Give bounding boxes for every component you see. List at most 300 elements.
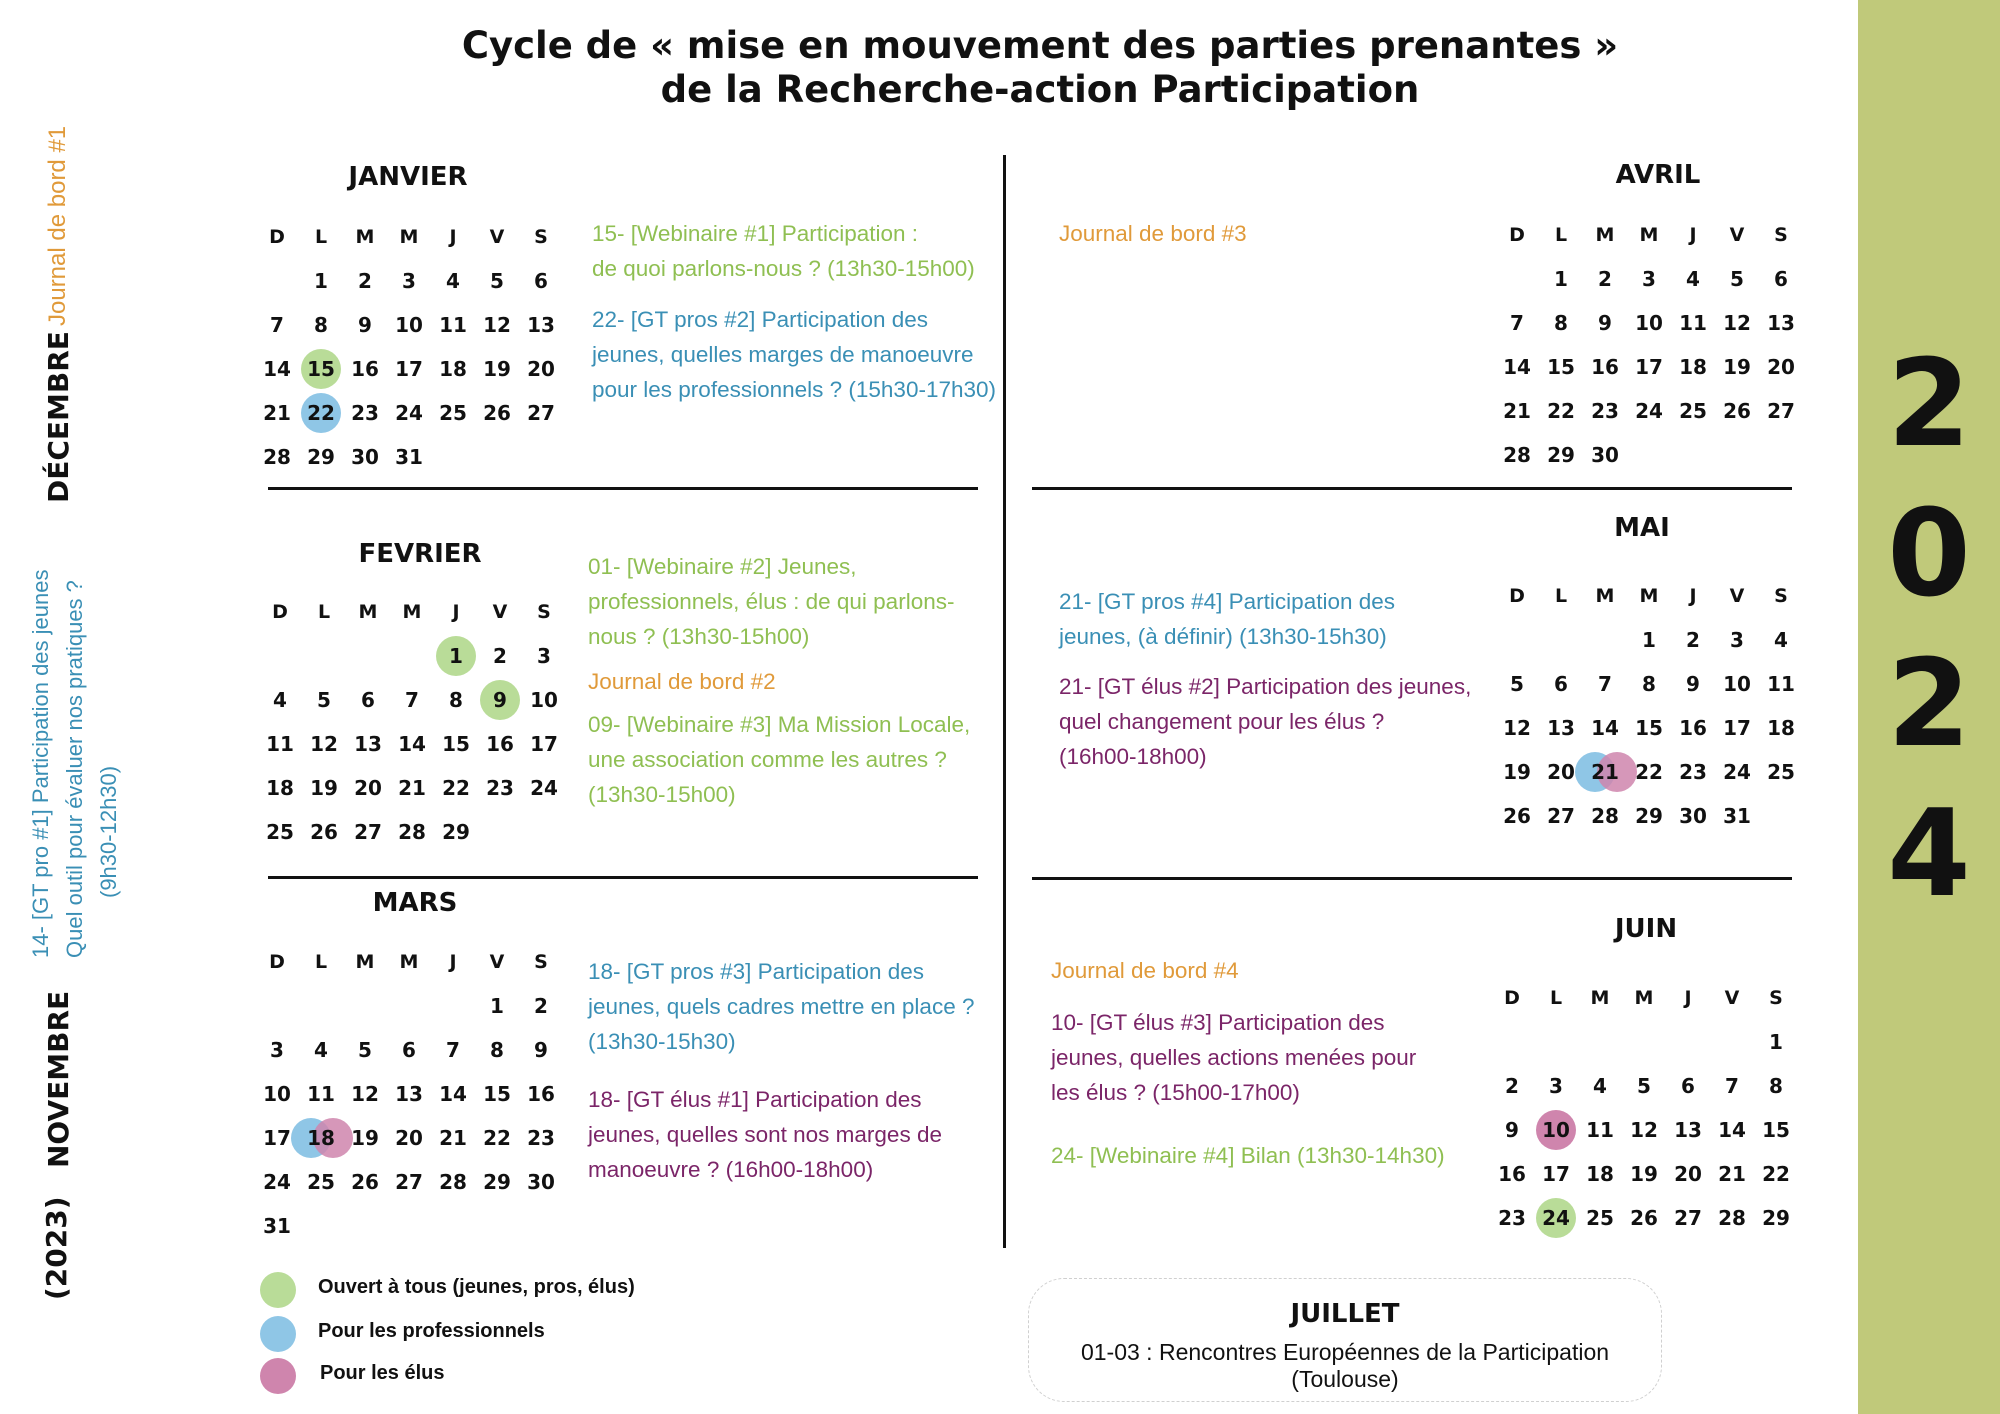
day-number: 3 xyxy=(1730,628,1744,652)
day-number: 16 xyxy=(1498,1162,1526,1186)
week-row xyxy=(255,435,563,479)
weekday-header-row xyxy=(258,590,566,634)
event-line: quel changement pour les élus ? xyxy=(1059,709,1385,734)
day-cell xyxy=(302,688,346,712)
day-number: 6 xyxy=(1774,267,1788,291)
weekday-label: M xyxy=(358,601,378,623)
day-cell xyxy=(1578,1074,1622,1098)
weekday-label: L xyxy=(1549,987,1563,1009)
day-number: 13 xyxy=(1674,1118,1702,1142)
event-webinaire-3 xyxy=(588,707,970,812)
weekday-header xyxy=(1715,224,1759,246)
day-number: 31 xyxy=(263,1214,291,1238)
week-row xyxy=(1495,433,1803,477)
weekday-header-row xyxy=(1490,976,1798,1020)
day-cell xyxy=(387,401,431,425)
day-number: 14 xyxy=(439,1082,467,1106)
day-cell xyxy=(1627,311,1671,335)
calendar-mai xyxy=(1495,574,1803,838)
weekday-header xyxy=(1671,224,1715,246)
day-cell xyxy=(1539,355,1583,379)
day-cell xyxy=(478,644,522,668)
weekday-label: D xyxy=(269,226,285,248)
day-number: 2 xyxy=(1598,267,1612,291)
day-cell xyxy=(475,1126,519,1150)
weekday-header xyxy=(1666,987,1710,1009)
event-line: 21- [GT élus #2] Participation des jeunes, xyxy=(1059,674,1472,699)
title-line-2: de la Recherche-action Participation xyxy=(660,68,1420,111)
day-cell xyxy=(1715,628,1759,652)
weekday-label: V xyxy=(489,951,505,973)
event-line: jeunes, quelles actions menées pour xyxy=(1051,1045,1417,1070)
day-number: 20 xyxy=(354,776,382,800)
day-number: 11 xyxy=(1586,1118,1614,1142)
day-number: 13 xyxy=(1547,716,1575,740)
day-cell xyxy=(1759,716,1803,740)
day-cell xyxy=(1627,716,1671,740)
day-number: 3 xyxy=(1549,1074,1563,1098)
day-number: 11 xyxy=(266,732,294,756)
weekday-label: S xyxy=(1774,224,1788,246)
weekday-header xyxy=(343,226,387,248)
day-cell xyxy=(258,820,302,844)
weekday-header xyxy=(475,951,519,973)
day-number: 21 xyxy=(1503,399,1531,423)
day-number: 6 xyxy=(402,1038,416,1062)
weekday-header-row xyxy=(255,215,563,259)
event-line: 22- [GT pros #2] Participation des xyxy=(592,307,929,332)
day-cell xyxy=(387,1126,431,1150)
day-cell xyxy=(299,1082,343,1106)
day-cell xyxy=(1627,267,1671,291)
week-row xyxy=(258,634,566,678)
day-number: 25 xyxy=(1679,399,1707,423)
day-cell xyxy=(519,357,563,381)
weekday-header xyxy=(1754,987,1798,1009)
juillet-text: 01-03 : Rencontres Européennes de la Participation (Toulouse) xyxy=(1080,1339,1610,1392)
week-row xyxy=(258,810,566,854)
day-number: 7 xyxy=(405,688,419,712)
week-row xyxy=(255,391,563,435)
weekday-label: L xyxy=(1554,585,1568,607)
day-number: 28 xyxy=(1503,443,1531,467)
weekday-label: J xyxy=(1689,224,1697,246)
day-cell xyxy=(255,1038,299,1062)
day-number: 2 xyxy=(1505,1074,1519,1098)
day-number: 12 xyxy=(1503,716,1531,740)
event-line: manoeuvre ? (16h00-18h00) xyxy=(588,1157,874,1182)
day-cell xyxy=(1578,1162,1622,1186)
day-number: 3 xyxy=(1642,267,1656,291)
weekday-header xyxy=(1583,585,1627,607)
weekday-label: S xyxy=(537,601,551,623)
day-cell xyxy=(302,776,346,800)
weekday-header xyxy=(390,601,434,623)
day-number: 26 xyxy=(483,401,511,425)
day-cell xyxy=(255,401,299,425)
day-number: 26 xyxy=(1723,399,1751,423)
weekday-label: M xyxy=(399,951,419,973)
day-cell xyxy=(1759,267,1803,291)
day-cell xyxy=(255,1170,299,1194)
weekday-header xyxy=(255,226,299,248)
day-cell xyxy=(343,401,387,425)
day-cell xyxy=(346,776,390,800)
day-number: 31 xyxy=(395,445,423,469)
day-cell xyxy=(1583,672,1627,696)
side-decembre: DÉCEMBRE xyxy=(42,331,75,503)
day-cell xyxy=(519,1082,563,1106)
day-number: 20 xyxy=(395,1126,423,1150)
day-cell xyxy=(1666,1206,1710,1230)
week-row xyxy=(258,722,566,766)
day-number: 18 xyxy=(1679,355,1707,379)
day-cell xyxy=(519,269,563,293)
weekday-label: L xyxy=(314,951,328,973)
day-cell xyxy=(1759,628,1803,652)
side-journal-de-bord-1: Journal de bord #1 xyxy=(44,125,71,326)
day-cell xyxy=(390,776,434,800)
week-row xyxy=(1495,794,1803,838)
day-number: 25 xyxy=(1767,760,1795,784)
event-line: jeunes, quels cadres mettre en place ? xyxy=(588,994,975,1019)
day-number: 18 xyxy=(439,357,467,381)
day-cell xyxy=(434,688,478,712)
weekday-header xyxy=(1715,585,1759,607)
calendar-mars xyxy=(255,940,563,1248)
day-number: 4 xyxy=(1593,1074,1607,1098)
day-number: 22 xyxy=(442,776,470,800)
day-number: 21 xyxy=(398,776,426,800)
day-cell xyxy=(299,269,343,293)
day-cell xyxy=(519,401,563,425)
event-line: 09- [Webinaire #3] Ma Mission Locale, xyxy=(588,712,971,737)
day-number: 25 xyxy=(1586,1206,1614,1230)
event-line: les élus ? (15h00-17h00) xyxy=(1051,1080,1300,1105)
year-digit: 2 xyxy=(1887,635,1971,774)
side-gt-pro-1-line3: (9h30-12h30) xyxy=(96,765,121,898)
legend-label-all: Ouvert à tous (jeunes, pros, élus) xyxy=(318,1276,635,1298)
day-cell xyxy=(1539,716,1583,740)
day-cell xyxy=(258,776,302,800)
day-cell xyxy=(258,732,302,756)
day-cell xyxy=(478,688,522,712)
weekday-header xyxy=(1627,585,1671,607)
day-cell xyxy=(1759,760,1803,784)
divider-mai-juin xyxy=(1032,877,1792,880)
day-cell xyxy=(1578,1118,1622,1142)
day-number: 2 xyxy=(493,644,507,668)
day-number: 9 xyxy=(358,313,372,337)
day-number: 17 xyxy=(1542,1162,1570,1186)
day-cell xyxy=(431,313,475,337)
day-cell xyxy=(1583,267,1627,291)
event-line: 10- [GT élus #3] Participation des xyxy=(1051,1010,1385,1035)
day-number: 9 xyxy=(1505,1118,1519,1142)
divider-avr-mai xyxy=(1032,487,1792,490)
legend-dot-pros xyxy=(260,1316,296,1352)
day-cell xyxy=(346,820,390,844)
day-cell xyxy=(387,1082,431,1106)
day-number: 7 xyxy=(1725,1074,1739,1098)
weekday-label: J xyxy=(1684,987,1692,1009)
week-row xyxy=(255,1028,563,1072)
day-number: 10 xyxy=(1723,672,1751,696)
day-cell xyxy=(390,688,434,712)
day-cell xyxy=(1715,716,1759,740)
day-number: 21 xyxy=(1591,760,1619,784)
day-number: 6 xyxy=(1554,672,1568,696)
day-number: 20 xyxy=(1674,1162,1702,1186)
day-number: 10 xyxy=(395,313,423,337)
day-number: 12 xyxy=(1723,311,1751,335)
day-cell xyxy=(1627,760,1671,784)
day-cell xyxy=(255,313,299,337)
day-number: 13 xyxy=(395,1082,423,1106)
day-cell xyxy=(1490,1206,1534,1230)
month-title-janvier: JANVIER xyxy=(348,162,468,192)
day-cell xyxy=(387,1038,431,1062)
side-gt-pro-1-line2: Quel outil pour évaluer nos pratiques ? xyxy=(62,580,87,958)
day-number: 10 xyxy=(263,1082,291,1106)
day-cell xyxy=(1539,443,1583,467)
day-number: 26 xyxy=(351,1170,379,1194)
day-number: 9 xyxy=(1598,311,1612,335)
day-cell xyxy=(1583,311,1627,335)
day-cell xyxy=(1539,672,1583,696)
day-cell xyxy=(1671,760,1715,784)
day-cell xyxy=(1666,1074,1710,1098)
day-cell xyxy=(1490,1074,1534,1098)
day-number: 17 xyxy=(263,1126,291,1150)
day-number: 1 xyxy=(449,644,463,668)
day-number: 21 xyxy=(1718,1162,1746,1186)
weekday-header xyxy=(1539,585,1583,607)
day-number: 19 xyxy=(351,1126,379,1150)
day-number: 21 xyxy=(439,1126,467,1150)
weekday-label: M xyxy=(1595,224,1615,246)
day-cell xyxy=(1495,760,1539,784)
day-cell xyxy=(475,357,519,381)
day-number: 5 xyxy=(317,688,331,712)
day-number: 29 xyxy=(1547,443,1575,467)
juillet-title: JUILLET xyxy=(1290,1299,1400,1329)
day-cell xyxy=(343,313,387,337)
weekday-header xyxy=(387,226,431,248)
day-number: 8 xyxy=(1642,672,1656,696)
day-number: 30 xyxy=(1591,443,1619,467)
day-number: 5 xyxy=(1730,267,1744,291)
day-number: 21 xyxy=(263,401,291,425)
week-row xyxy=(255,1204,563,1248)
weekday-header xyxy=(478,601,522,623)
event-gt-elus-2 xyxy=(1059,669,1471,774)
day-cell xyxy=(346,732,390,756)
weekday-label: S xyxy=(534,951,548,973)
weekday-header xyxy=(1534,987,1578,1009)
day-number: 18 xyxy=(307,1126,335,1150)
weekday-header xyxy=(1583,224,1627,246)
weekday-header xyxy=(1710,987,1754,1009)
day-cell xyxy=(522,688,566,712)
day-cell xyxy=(519,313,563,337)
day-number: 11 xyxy=(307,1082,335,1106)
event-line: 18- [GT élus #1] Participation des xyxy=(588,1087,922,1112)
event-gt-elus-3 xyxy=(1051,1005,1416,1110)
event-line: de quoi parlons-nous ? (13h30-15h00) xyxy=(592,256,975,281)
year-digit: 4 xyxy=(1887,785,1971,924)
event-line: jeunes, quelles sont nos marges de xyxy=(588,1122,942,1147)
side-novembre: NOVEMBRE xyxy=(42,990,75,1168)
day-cell xyxy=(431,1126,475,1150)
day-cell xyxy=(1495,355,1539,379)
day-number: 17 xyxy=(395,357,423,381)
weekday-label: L xyxy=(314,226,328,248)
weekday-header xyxy=(434,601,478,623)
side-gt-pro-1-line1: 14- [GT pro #1] Participation des jeunes xyxy=(28,569,53,958)
month-title-juin: JUIN xyxy=(1614,914,1678,944)
day-cell xyxy=(1710,1162,1754,1186)
day-number: 12 xyxy=(483,313,511,337)
day-cell xyxy=(1495,804,1539,828)
day-number: 29 xyxy=(307,445,335,469)
day-number: 20 xyxy=(1547,760,1575,784)
week-row xyxy=(1495,618,1803,662)
weekday-header xyxy=(299,951,343,973)
day-number: 27 xyxy=(1767,399,1795,423)
day-number: 14 xyxy=(1591,716,1619,740)
weekday-header xyxy=(346,601,390,623)
day-cell xyxy=(1534,1206,1578,1230)
day-number: 15 xyxy=(483,1082,511,1106)
day-number: 5 xyxy=(1637,1074,1651,1098)
day-cell xyxy=(387,269,431,293)
day-number: 14 xyxy=(263,357,291,381)
day-number: 18 xyxy=(266,776,294,800)
day-number: 1 xyxy=(314,269,328,293)
weekday-label: S xyxy=(1769,987,1783,1009)
day-cell xyxy=(478,732,522,756)
year-digit: 0 xyxy=(1887,485,1971,624)
day-cell xyxy=(431,269,475,293)
day-cell xyxy=(302,732,346,756)
day-number: 1 xyxy=(1554,267,1568,291)
day-number: 30 xyxy=(351,445,379,469)
day-number: 19 xyxy=(310,776,338,800)
week-row xyxy=(258,678,566,722)
weekday-label: D xyxy=(1509,585,1525,607)
day-number: 16 xyxy=(351,357,379,381)
day-cell xyxy=(299,445,343,469)
day-number: 19 xyxy=(1723,355,1751,379)
day-cell xyxy=(1671,804,1715,828)
day-number: 9 xyxy=(1686,672,1700,696)
day-cell xyxy=(1715,267,1759,291)
calendar-janvier xyxy=(255,215,563,479)
day-number: 10 xyxy=(530,688,558,712)
event-line: (13h30-15h30) xyxy=(588,1029,736,1054)
weekday-header-row xyxy=(1495,213,1803,257)
day-cell xyxy=(1759,355,1803,379)
day-number: 23 xyxy=(351,401,379,425)
day-number: 4 xyxy=(1774,628,1788,652)
day-cell xyxy=(387,313,431,337)
day-number: 4 xyxy=(1686,267,1700,291)
day-cell xyxy=(299,1038,343,1062)
day-number: 8 xyxy=(449,688,463,712)
day-number: 9 xyxy=(534,1038,548,1062)
day-cell xyxy=(387,445,431,469)
day-number: 29 xyxy=(1762,1206,1790,1230)
event-gt-pros-3 xyxy=(588,954,974,1059)
day-number: 27 xyxy=(1674,1206,1702,1230)
day-number: 20 xyxy=(1767,355,1795,379)
day-number: 13 xyxy=(354,732,382,756)
weekday-label: M xyxy=(402,601,422,623)
event-webinaire-4: 24- [Webinaire #4] Bilan (13h30-14h30) xyxy=(1051,1143,1445,1168)
weekday-label: M xyxy=(1639,224,1659,246)
weekday-header xyxy=(1627,224,1671,246)
calendar-fevrier xyxy=(258,590,566,854)
weekday-label: J xyxy=(1689,585,1697,607)
day-number: 26 xyxy=(1503,804,1531,828)
event-line: nous ? (13h30-15h00) xyxy=(588,624,810,649)
day-cell xyxy=(255,357,299,381)
week-row xyxy=(1495,706,1803,750)
weekday-header xyxy=(258,601,302,623)
year-2024 xyxy=(1858,330,2000,930)
day-number: 27 xyxy=(354,820,382,844)
day-number: 19 xyxy=(1503,760,1531,784)
day-cell xyxy=(1666,1162,1710,1186)
calendar-avril xyxy=(1495,213,1803,477)
day-cell xyxy=(1754,1206,1798,1230)
day-number: 28 xyxy=(398,820,426,844)
year-sidebar xyxy=(1858,0,2000,1414)
weekday-label: S xyxy=(1774,585,1788,607)
day-number: 8 xyxy=(314,313,328,337)
event-line: (13h30-15h00) xyxy=(588,782,736,807)
day-number: 13 xyxy=(1767,311,1795,335)
day-cell xyxy=(390,820,434,844)
weekday-label: S xyxy=(534,226,548,248)
event-webinaire-2 xyxy=(588,549,954,654)
day-number: 3 xyxy=(270,1038,284,1062)
weekday-header xyxy=(343,951,387,973)
day-cell xyxy=(1583,804,1627,828)
day-number: 16 xyxy=(527,1082,555,1106)
day-cell xyxy=(1666,1118,1710,1142)
day-number: 20 xyxy=(527,357,555,381)
day-number: 1 xyxy=(1769,1030,1783,1054)
week-row xyxy=(1495,389,1803,433)
day-cell xyxy=(475,1082,519,1106)
day-cell xyxy=(387,357,431,381)
day-number: 15 xyxy=(1762,1118,1790,1142)
day-cell xyxy=(475,401,519,425)
day-cell xyxy=(1495,672,1539,696)
day-number: 4 xyxy=(314,1038,328,1062)
day-cell xyxy=(343,1126,387,1150)
day-cell xyxy=(434,820,478,844)
journal-de-bord-4: Journal de bord #4 xyxy=(1051,958,1239,983)
day-cell xyxy=(434,776,478,800)
day-cell xyxy=(387,1170,431,1194)
day-cell xyxy=(1671,628,1715,652)
day-cell xyxy=(1583,355,1627,379)
day-number: 23 xyxy=(1679,760,1707,784)
day-cell xyxy=(1759,672,1803,696)
